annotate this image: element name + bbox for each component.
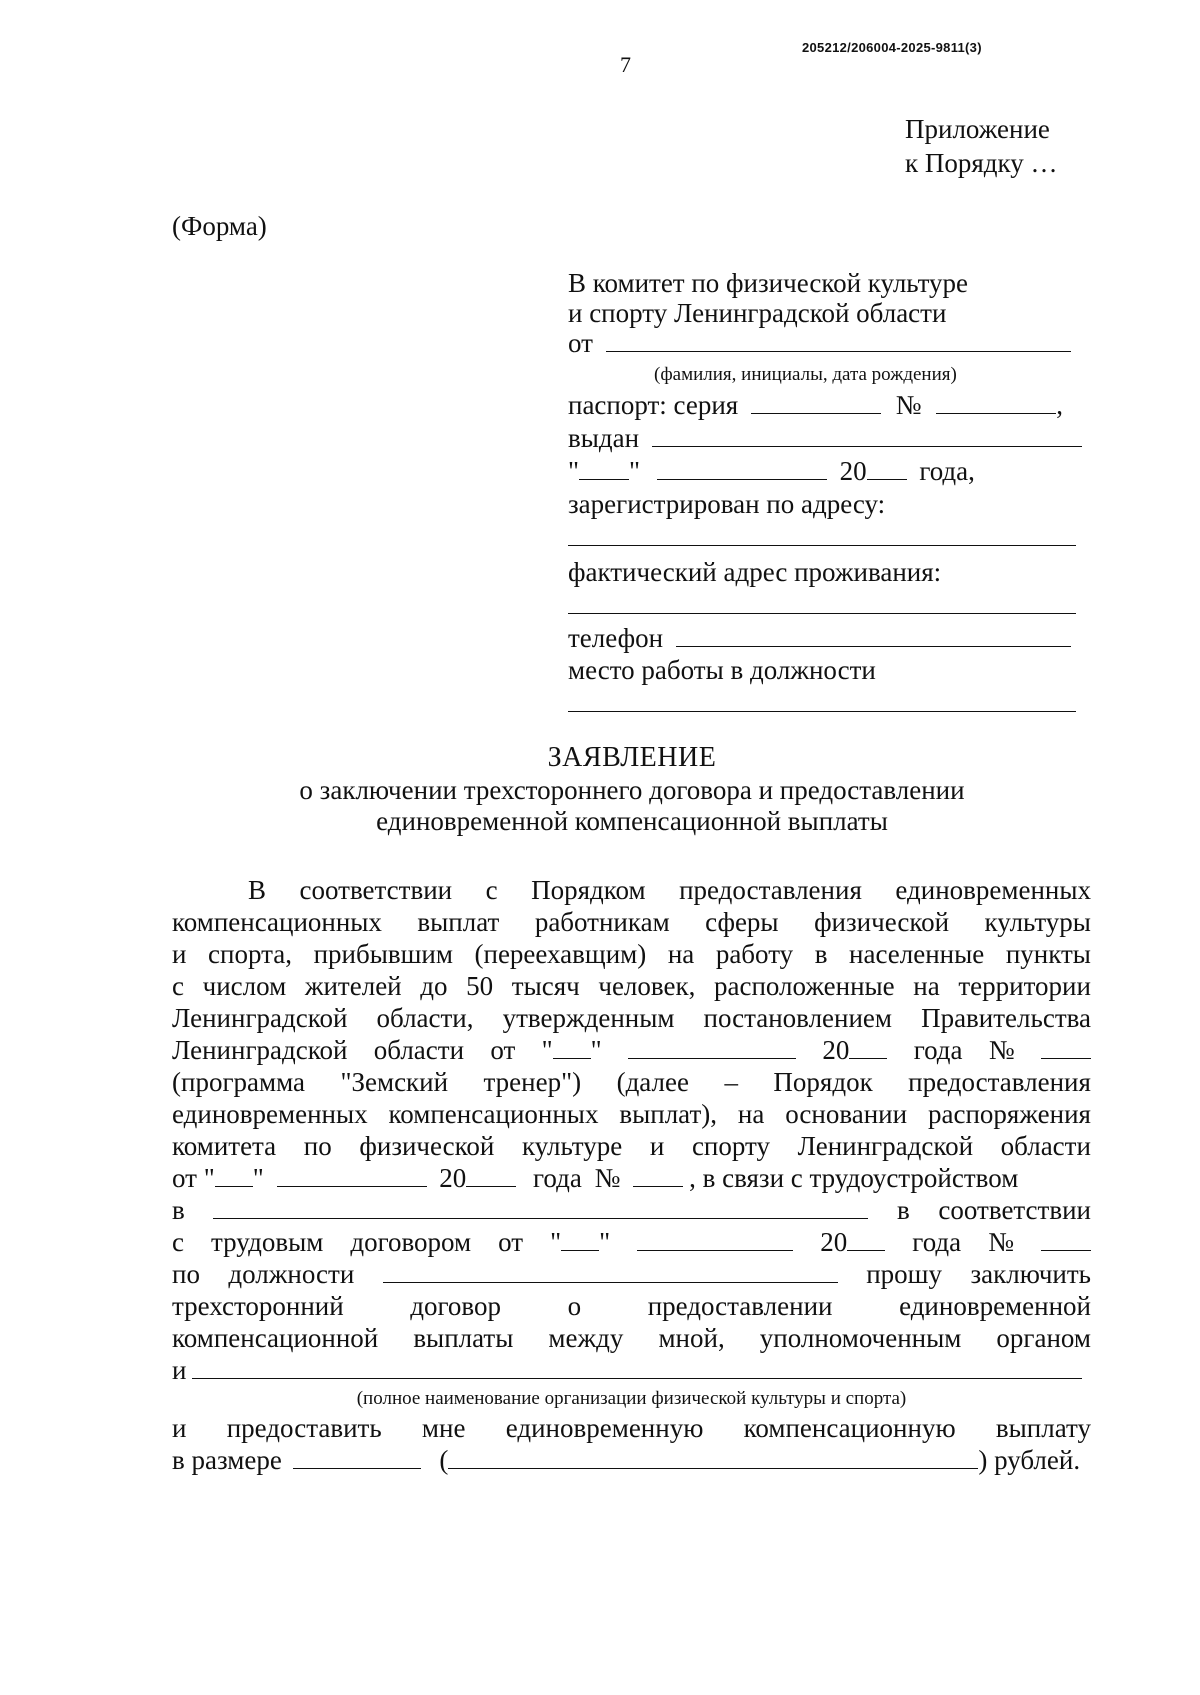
decree-year: 20 [822,1034,887,1066]
body-line-6: Ленинградской области от " " 20 года № [172,1034,1091,1066]
appendix-line-1: Приложение [905,114,1050,144]
workplace-field[interactable] [568,689,1076,712]
registered-label: зарегистрирован по адресу: [568,489,886,519]
issue-month-field[interactable] [657,457,827,480]
order-number-field[interactable] [633,1164,683,1187]
contract-day-field[interactable] [561,1228,599,1251]
actual-address-label: фактический адрес проживания: [568,557,942,587]
body-line-11: в в соответствии [172,1195,1091,1225]
from-row [568,328,1078,358]
page-number: 7 [620,52,631,77]
contract-year-field[interactable] [847,1228,885,1251]
addressee-block [568,268,1078,719]
body-line-18: в размере ( ) рублей. [172,1445,1081,1475]
from-label: от [568,328,593,358]
workplace-label: место работы в должности [568,655,876,685]
statement-body [172,874,1091,1476]
body-line-2: компенсационных выплат работникам сферы физической культуры [172,907,1091,937]
title-line-2: о заключении трехстороннего договора и предоставлении [299,775,965,805]
actual-address-row [568,587,1078,621]
contract-number-field[interactable] [1041,1228,1091,1251]
title-line-1: ЗАЯВЛЕНИЕ [547,742,717,773]
body-line-7: (программа "Земский тренер") (далее – Порядок предоставления [172,1067,1091,1097]
document-id: 205212/206004-2025-9811(3) [802,40,982,55]
passport-number-field[interactable] [936,391,1056,414]
addressee-line-2: и спорту Ленинградской области [568,298,947,328]
body-line-12: с трудовым договором от " " 20 года № [172,1226,1091,1258]
registered-address-field[interactable] [568,523,1076,546]
amount-digits-field[interactable] [293,1446,421,1469]
decree-day-field[interactable] [553,1036,591,1059]
title-line-3: единовременной компенсационной выплаты [376,806,888,836]
year-prefix: 20 [839,456,867,486]
organization-caption: (полное наименование организации физической культуры и спорта) [356,1388,907,1409]
statement-title [172,742,1092,837]
quote-open: " [568,456,580,486]
passport-number-sign: № [895,390,922,420]
passport-comma: , [1056,390,1063,420]
body-line-13: по должности прошу заключить [172,1259,1091,1289]
decree-day: " " [541,1035,602,1065]
body-line-3: и спорта, прибывшим (переехавщим) на работу в населенные пункты [172,939,1091,969]
form-label: (Форма) [172,211,267,241]
position-field[interactable] [383,1260,838,1283]
order-month-field[interactable] [277,1164,427,1187]
body-line-15: компенсационной выплаты между мной, уполномоченным органом [172,1323,1091,1353]
organization-field[interactable] [192,1356,1082,1379]
body-line-5: Ленинградской области, утвержденным постановлением Правительства [172,1003,1091,1033]
from-field[interactable] [606,329,1071,352]
appendix-note [905,112,1058,180]
passport-series-field[interactable] [751,391,881,414]
contract-year: 20 [820,1226,885,1258]
body-line-16: и [172,1354,1091,1386]
body-line-4: с числом жителей до 50 тысяч человек, расположенные на территории [172,971,1091,1001]
issue-year-field[interactable] [867,457,907,480]
issued-by-field[interactable] [652,424,1082,447]
body-line-8: единовременных компенсационных выплат), на основании распоряжения [172,1099,1091,1129]
issue-date-row [568,456,1078,486]
phone-label: телефон [568,623,664,653]
quote-close: " [629,456,641,486]
passport-row [568,390,1078,420]
amount-words-field[interactable] [448,1446,978,1469]
registered-row [568,519,1078,553]
body-line-17: и предоставить мне единовременную компенсационную выплату [172,1413,1091,1443]
workplace-row [568,685,1078,719]
order-year-field[interactable] [466,1164,516,1187]
decree-number-field[interactable] [1041,1036,1091,1059]
issued-row [568,423,1078,453]
decree-year-field[interactable] [849,1036,887,1059]
issued-label: выдан [568,423,640,453]
decree-month-field[interactable] [628,1036,796,1059]
phone-field[interactable] [676,624,1071,647]
appendix-line-2: к Порядку … [905,148,1058,178]
actual-address-field[interactable] [568,591,1076,614]
body-line-9: комитета по физической культуре и спорту Ленинградской области [172,1131,1091,1161]
issue-day-field[interactable] [579,457,629,480]
employer-field[interactable] [213,1196,868,1219]
passport-label: паспорт: серия [568,390,739,420]
contract-month-field[interactable] [637,1228,793,1251]
addressee-line-1: В комитет по физической культуре [568,268,969,298]
order-day-field[interactable] [215,1164,253,1187]
body-line-14: трехсторонний договор о предоставлении единовременной [172,1291,1091,1321]
body-line-10: от " " 20 года № , в связи с трудоустройством [172,1163,1019,1193]
from-caption: (фамилия, инициалы, дата рождения) [654,364,957,385]
phone-row [568,623,1078,653]
contract-day: " " [550,1227,611,1257]
body-line-1: В соответствии с Порядком предоставления единовременных [248,875,1091,905]
year-suffix: года, [919,456,975,486]
